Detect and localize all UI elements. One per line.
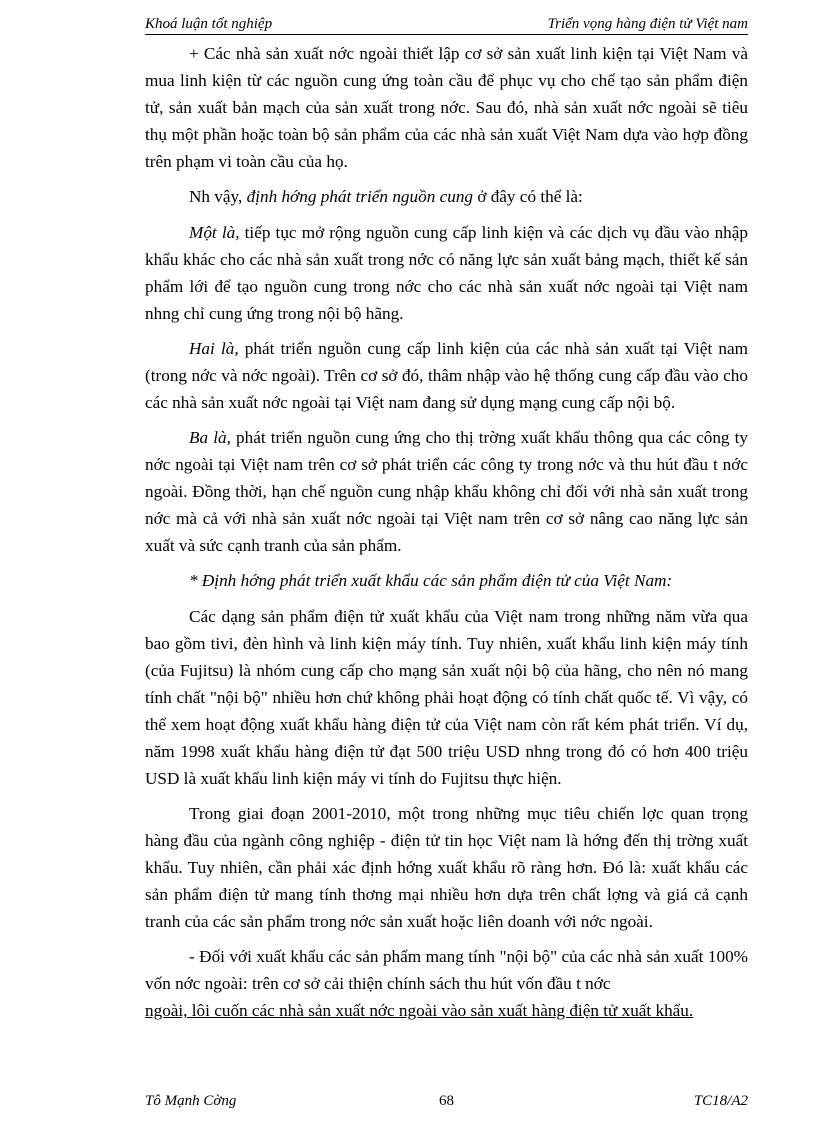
third-point-text: phát triển nguồn cung ứng cho thị trờng xuất khẩu thông qua các công ty nớc ngoài tại Việt nam trên cơ sở phát triển các công ty trong nớc và thu hút đầu t nớc ngoài. Đồng thời, hạn chế nguồn cung nhập khẩu không chỉ đối với nhà sản xuất trong nớc mà cả với nhà sản xuất nớc ngoài tại Việt nam trên cơ sở nâng cao năng lực sản xuất và sức cạnh tranh của sản phẩm. (145, 428, 749, 556)
footer-author: Tô Mạnh Cờng (145, 1093, 237, 1109)
page-number: 68 (439, 1093, 454, 1109)
second-point-text: phát triển nguồn cung cấp linh kiện của các nhà sản xuất tại Việt nam (trong nớc và nớc ngoài). Trên cơ sở đó, thâm nhập vào hệ thống cung cấp đầu vào cho các nhà sản xuất nớc ngoài tại Việt nam đang sử dụng mạng cung cấp nội bộ. (145, 338, 748, 412)
section-heading-export-orientation (145, 567, 748, 594)
paragraph-internal-exports (145, 943, 748, 1024)
document-body (145, 40, 748, 1024)
page-header (145, 14, 748, 35)
paragraph-strategy-2001-2010: Trong giai đoạn 2001-2010, một trong những mục tiêu chiến lợc quan trọng hàng đầu của ngành công nghiệp - điện tử tin học Việt nam là hớng đến thị trờng xuất khẩu. Tuy nhiên, cần phải xác định hớng xuất khẩu rõ ràng hơn. Đó là: xuất khẩu các sản phẩm điện tử mang tính thơng mại nhiều hơn dựa trên chất lợng và giá cả cạnh tranh của các sản phẩm trong nớc sản xuất hoặc liên doanh với nớc ngoài. (145, 804, 748, 932)
third-point-label: Ba là, (189, 428, 231, 448)
first-point-label: Một là, (189, 222, 240, 242)
footer-class-code: TC18/A2 (693, 1093, 748, 1109)
paragraph-second-point (145, 335, 748, 416)
paragraph-first-point (145, 219, 748, 327)
second-point-label: Hai là, (189, 338, 239, 358)
first-point-text: tiếp tục mở rộng nguồn cung cấp linh kiện và các dịch vụ đầu vào nhập khẩu khác cho các nhà sản xuất trong nớc có năng lực sản xuất bảng mạch, thiết kế sản phẩm lới để tạo nguồn cung trong nớc cho các nhà sản xuất nớc ngoài tại Việt nam nhng chỉ cung ứng trong nội bộ hãng. (145, 222, 748, 323)
supply-orientation-term: định hớng phát triển nguồn cung (246, 187, 474, 207)
paragraph-foreign-producers: + Các nhà sản xuất nớc ngoài thiết lập cơ sở sản xuất linh kiện tại Việt Nam và mua linh kiện từ các nguồn cung ứng toàn cầu để phục vụ cho chế tạo sản phẩm điện tử, sản xuất bản mạch của sản xuất trong nớc. Sau đó, nhà sản xuất nớc ngoài sẽ tiêu thụ một phần hoặc toàn bộ sản phẩm của các nhà sản xuất Việt Nam dựa vào hợp đồng trên phạm vi toàn cầu của họ. (145, 44, 748, 171)
paragraph-third-point (145, 424, 748, 559)
export-orientation-heading: * Định hớng phát triển xuất khẩu các sản phẩm điện tử của Việt Nam: (189, 571, 673, 591)
paragraph-supply-intro: Nh vậy, (189, 187, 247, 207)
paragraph-supply-orientation (145, 183, 748, 210)
header-thesis-label: Khoá luận tốt nghiệp (145, 16, 273, 32)
paragraph-supply-tail: ở đây có thể là: (473, 187, 583, 207)
header-topic-title: Triển vọng hàng điện tử Việt nam (547, 16, 748, 32)
internal-exports-text: - Đối với xuất khẩu các sản phẩm mang tính "nội bộ" của các nhà sản xuất 100% vốn nớc ngoài: trên cơ sở cải thiện chính sách thu hút vốn đầu t nớc (145, 947, 748, 994)
internal-exports-underlined-line: ngoài, lôi cuốn các nhà sản xuất nớc ngoài vào sản xuất hàng điện tử xuất khẩu. (145, 1001, 694, 1021)
paragraph-export-products: Các dạng sản phẩm điện tử xuất khẩu của Việt nam trong những năm vừa qua bao gồm tivi, đèn hình và linh kiện máy tính. Tuy nhiên, xuất khẩu linh kiện máy tính (của Fujitsu) là nhóm cung cấp cho mạng sản xuất nội bộ của hãng, cho nên nó mang tính chất "nội bộ" nhiều hơn chứ không phải hoạt động có tính chất quốc tế. Vì vậy, có thể xem hoạt động xuất khẩu hàng điện tử của Việt nam còn rất kém phát triển. Ví dụ, năm 1998 xuất khẩu hàng điện tử đạt 500 triệu USD nhng trong đó có hơn 400 triệu USD là xuất khẩu linh kiện máy vi tính do Fujitsu thực hiện. (145, 606, 748, 788)
